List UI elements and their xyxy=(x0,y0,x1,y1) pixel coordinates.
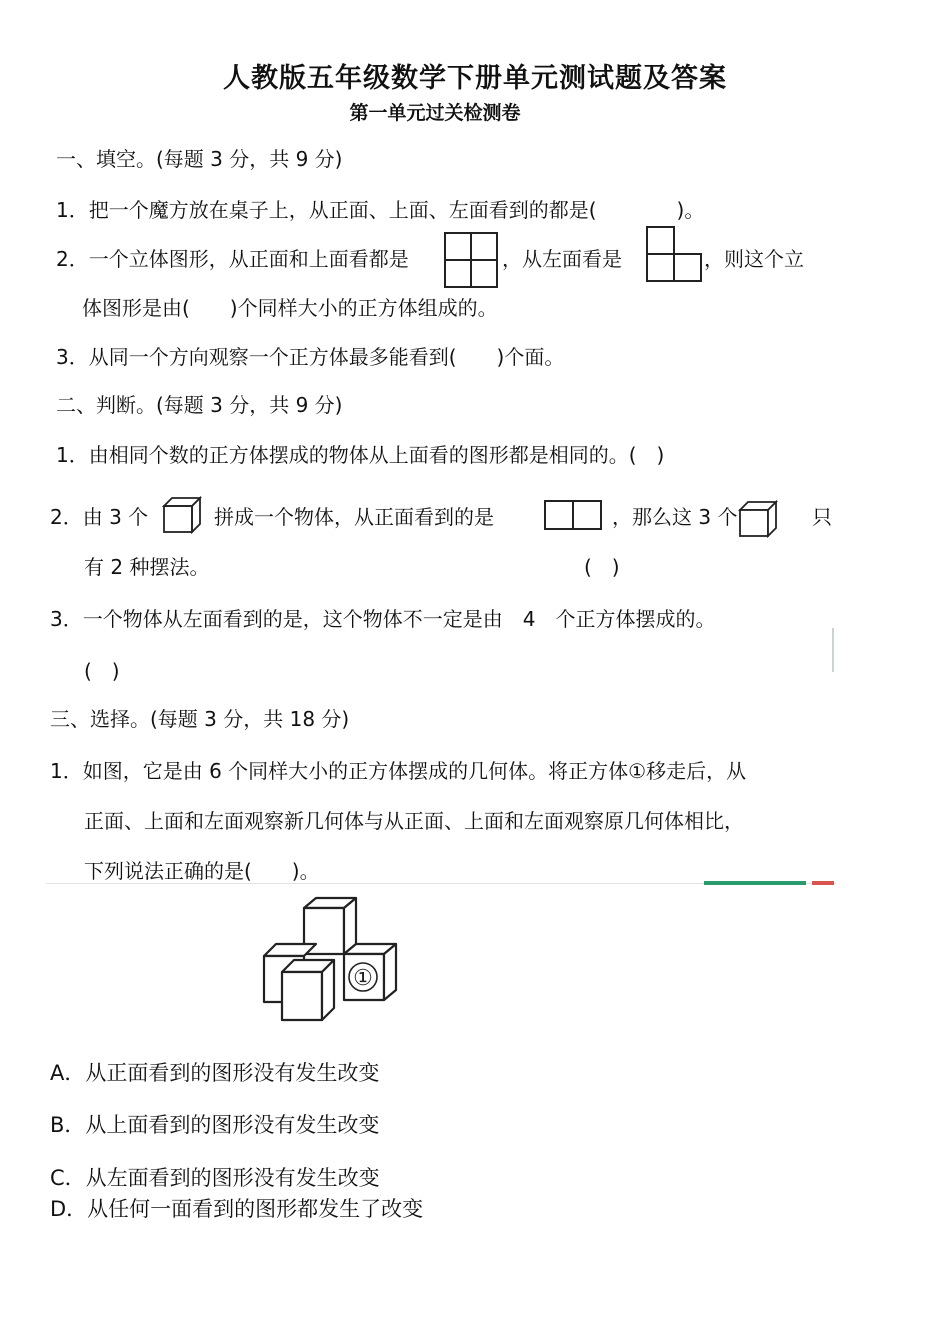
option-a: A．从正面看到的图形没有发生改变 xyxy=(50,1061,380,1085)
s3-question-1-line-1: 1．如图，它是由 6 个同样大小的正方体摆成的几何体。将正方体①移走后，从 xyxy=(50,759,747,783)
s2-question-3: 3．一个物体从左面看到的是，这个物体不一定是由 4 个正方体摆成的。 xyxy=(50,607,716,631)
right-edge-line xyxy=(832,628,834,672)
s2-question-2-answer-paren: ( ) xyxy=(584,555,620,579)
two-squares-figure xyxy=(544,500,602,530)
s1-question-2-part-b: ，从左面看是 xyxy=(502,247,622,271)
section-1-header: 一、填空。(每题 3 分，共 9 分) xyxy=(56,147,343,171)
s3-question-1-line-2: 正面、上面和左面观察新几何体与从正面、上面和左面观察原几何体相比， xyxy=(84,809,744,833)
green-accent-bar xyxy=(704,881,806,885)
option-d: D．从任何一面看到的图形都发生了改变 xyxy=(50,1197,424,1221)
s3-question-1-line-3: 下列说法正确的是( )。 xyxy=(84,859,320,883)
option-b: B．从上面看到的图形没有发生改变 xyxy=(50,1113,380,1137)
s1-question-2-part-c: ，则这个立 xyxy=(704,247,804,271)
page-subtitle: 第一单元过关检测卷 xyxy=(349,102,521,124)
s1-question-1: 1．把一个魔方放在桌子上，从正面、上面、左面看到的都是( )。 xyxy=(56,198,705,222)
cube-icon xyxy=(738,500,778,538)
red-accent-bar xyxy=(812,881,834,885)
s2-question-2-part-c: ，那么这 3 个 xyxy=(612,505,738,529)
s2-question-2-part-d: 只 xyxy=(812,505,832,529)
page-title: 人教版五年级数学下册单元测试题及答案 xyxy=(223,63,727,94)
s2-question-3-answer-paren: ( ) xyxy=(84,659,120,683)
s1-question-2-part-a: 2．一个立体图形，从正面和上面看都是 xyxy=(56,247,409,271)
s2-question-2-part-b: 拼成一个物体，从正面看到的是 xyxy=(214,505,494,529)
s2-question-2-part-e: 有 2 种摆法。 xyxy=(84,555,210,579)
section-3-header: 三、选择。(每题 3 分，共 18 分) xyxy=(50,707,350,731)
cube-assembly-figure xyxy=(260,896,400,1026)
section-2-header: 二、判断。(每题 3 分，共 9 分) xyxy=(56,393,343,417)
l-shape-figure xyxy=(646,226,702,282)
cube-icon xyxy=(162,496,202,534)
s2-question-2-part-a: 2．由 3 个 xyxy=(50,505,149,529)
s1-question-2-part-d: 体图形是由( )个同样大小的正方体组成的。 xyxy=(82,296,498,320)
cube-1-label: ① xyxy=(353,966,373,991)
s2-question-1: 1．由相同个数的正方体摆成的物体从上面看的图形都是相同的。( ) xyxy=(56,443,665,467)
option-c: C．从左面看到的图形没有发生改变 xyxy=(50,1166,380,1190)
grid-2x2-figure xyxy=(444,232,498,288)
s1-question-3: 3．从同一个方向观察一个正方体最多能看到( )个面。 xyxy=(56,345,565,369)
